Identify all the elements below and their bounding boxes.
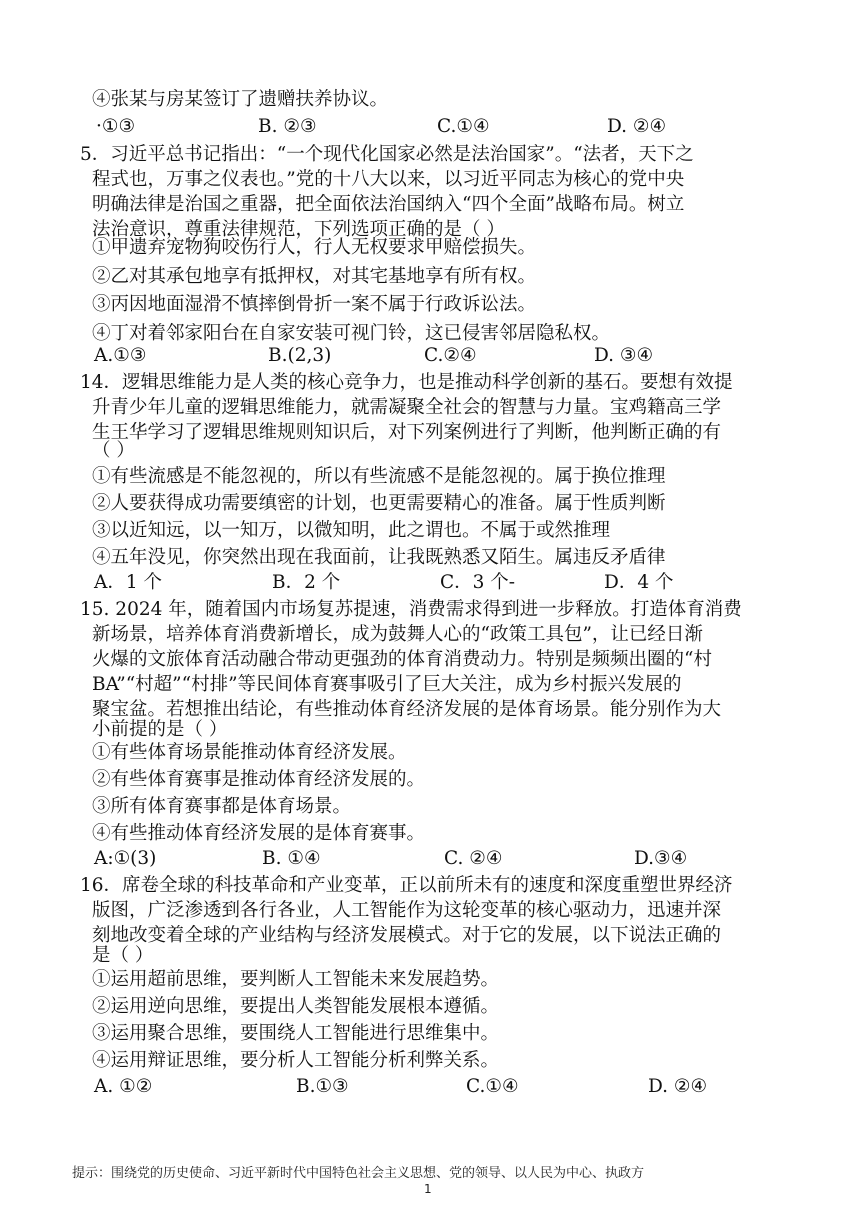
q15-item-2: ②有些体育赛事是推动体育经济发展的。 <box>92 769 426 790</box>
q4-option-a: ·①③ <box>96 116 136 137</box>
q14-stem-line-2: 升青少年儿童的逻辑思维能力，就需凝聚全社会的智慧与力量。宝鸡籍高三学 <box>92 397 722 418</box>
q16-item-1: ①运用超前思维，要判断人工智能未来发展趋势。 <box>92 969 500 990</box>
q15-stem-line-3: 火爆的文旅体育活动融合带动更强劲的体育消费动力。特别是频频出圈的“村 <box>92 649 712 670</box>
q15-stem-line-6: 小前提的是（ ） <box>92 719 228 740</box>
q16-item-4: ④运用辩证思维，要分析人工智能分析利弊关系。 <box>92 1050 500 1071</box>
q5-stem-line-4: 法治意识，尊重法律规范，下列选项正确的是（ ） <box>92 219 505 240</box>
q14-option-a: A．1 个 <box>94 572 163 593</box>
q16-item-3: ③运用聚合思维，要围绕人工智能进行思维集中。 <box>92 1023 500 1044</box>
footer-hint: 提示：围绕党的历史使命、习近平新时代中国特色社会主义思想、党的领导、以人民为中心、执政方 <box>72 1166 645 1181</box>
q14-item-1: ①有些流感是不能忽视的，所以有些流感不是能忽视的。属于换位推理 <box>92 466 666 487</box>
q16-stem-line-1: 16．席卷全球的科技革命和产业变革，正以前所未有的速度和深度重塑世界经济 <box>80 875 733 896</box>
q16-option-b: B.①③ <box>296 1076 349 1097</box>
q16-option-d: D. ②④ <box>648 1076 708 1097</box>
q5-stem-line-3: 明确法律是治国之重器，把全面依法治国纳入“四个全面”战略布局。树立 <box>92 194 685 215</box>
q5-option-a: A.①③ <box>94 345 147 366</box>
q4-option-d: D. ②④ <box>607 116 667 137</box>
q14-stem-line-3: 生王华学习了逻辑思维规则知识后，对下列案例进行了判断，他判断正确的有 <box>92 422 722 443</box>
q14-option-b: B．2 个 <box>272 572 341 593</box>
q14-option-c: C．3 个- <box>440 572 516 593</box>
q4-option-b: B. ②③ <box>258 116 317 137</box>
q5-item-4: ④丁对着邻家阳台在自家安装可视门铃，这已侵害邻居隐私权。 <box>92 323 611 344</box>
q14-option-d: D．4 个 <box>604 572 674 593</box>
q15-stem-line-1: 15. 2024 年，随着国内市场复苏提速，消费需求得到进一步释放。打造体育消费 <box>80 599 742 620</box>
q5-option-c: C.②④ <box>424 345 477 366</box>
q14-item-3: ③以近知远，以一知万，以微知明，此之谓也。不属于或然推理 <box>92 520 611 541</box>
q16-option-c: C.①④ <box>466 1076 519 1097</box>
q16-item-2: ②运用逆向思维，要提出人类智能发展根本遵循。 <box>92 996 500 1017</box>
q14-stem-line-1: 14．逻辑思维能力是人类的核心竞争力，也是推动科学创新的基石。要想有效提 <box>80 372 733 393</box>
q5-stem-line-2: 程式也，万事之仪表也。”党的十八大以来，以习近平同志为核心的党中央 <box>92 169 685 190</box>
q5-stem-line-1: 5．习近平总书记指出：“一个现代化国家必然是法治国家”。“法者，天下之 <box>80 144 694 165</box>
q15-option-a: A:①(3) <box>94 848 157 869</box>
q16-stem-line-3: 刻地改变着全球的产业结构与经济发展模式。对于它的发展，以下说法正确的 <box>92 925 722 946</box>
page-number: 1 <box>424 1182 432 1196</box>
q5-item-2: ②乙对其承包地享有抵押权，对其宅基地享有所有权。 <box>92 266 537 287</box>
q15-item-3: ③所有体育赛事都是体育场景。 <box>92 796 352 817</box>
q5-option-b: B.(2,3) <box>268 345 332 366</box>
q15-option-c: C. ②④ <box>444 848 503 869</box>
q15-stem-line-2: 新场景，培养体育消费新增长，成为鼓舞人心的“政策工具包”，让已经日渐 <box>92 624 703 645</box>
q14-stem-line-4: （ ） <box>92 440 135 461</box>
q14-item-2: ②人要获得成功需要缜密的计划，也更需要精心的准备。属于性质判断 <box>92 493 666 514</box>
q5-item-1: ①甲遗弃宠物狗咬伤行人，行人无权要求甲赔偿损失。 <box>92 237 537 258</box>
q5-option-d: D. ③④ <box>594 345 654 366</box>
q16-stem-line-2: 版图，广泛渗透到各行各业，人工智能作为这轮变革的核心驱动力，迅速并深 <box>92 900 722 921</box>
q14-item-4: ④五年没见，你突然出现在我面前，让我既熟悉又陌生。属违反矛盾律 <box>92 547 666 568</box>
q15-option-d: D.③④ <box>634 848 688 869</box>
q4-item-4: ④张某与房某签订了遗赠扶养协议。 <box>92 89 389 110</box>
q4-option-c: C.①④ <box>437 116 490 137</box>
q15-option-b: B. ①④ <box>262 848 321 869</box>
q15-stem-line-4: BA”“村超”“村排”等民间体育赛事吸引了巨大关注，成为乡村振兴发展的 <box>92 674 682 695</box>
q16-option-a: A. ①② <box>94 1076 153 1097</box>
q16-stem-line-4: 是（ ） <box>92 945 154 966</box>
q5-item-3: ③丙因地面湿滑不慎摔倒骨折一案不属于行政诉讼法。 <box>92 294 537 315</box>
q15-stem-line-5: 聚宝盆。若想推出结论，有些推动体育经济发展的是体育场景。能分别作为大 <box>92 699 722 720</box>
q15-item-1: ①有些体育场景能推动体育经济发展。 <box>92 742 407 763</box>
q15-item-4: ④有些推动体育经济发展的是体育赛事。 <box>92 823 426 844</box>
